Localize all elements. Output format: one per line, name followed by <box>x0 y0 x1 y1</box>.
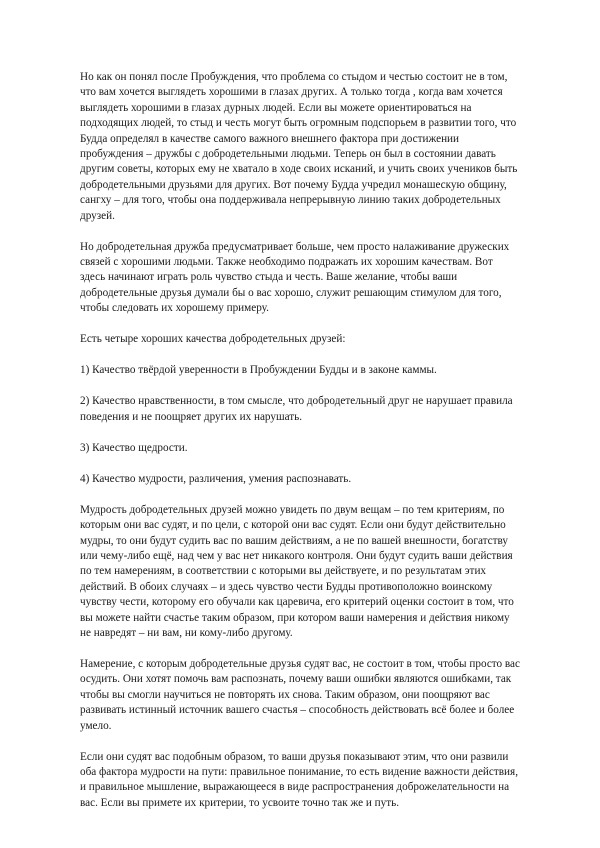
list-item-virtue: 2) Качество нравственности, в том смысле, что добродетельный друг не нарушает правила поведения и не поощряет других их нарушать. <box>80 395 513 423</box>
list-item-conviction: 1) Качество твёрдой уверенности в Пробуждении Будды и в законе каммы. <box>80 364 437 377</box>
paragraph-shame-and-honor: Но как он понял после Пробуждения, что проблема со стыдом и честью состоит не в том, что вам хочется выглядеть хорошими в глазах других. А только тогда , когда вам хочется выглядеть хорошими в глазах дурных людей. Если вы можете ориентироваться на подходящих людей, то стыд и честь могут быть огромным подспорьем в развитии того, что Будда определял в качестве самого важного внешнего фактора при достижении пробуждения – дружбы с добродетельными людьми. Теперь он был в состоянии давать другим советы, которых ему не хватало в ходе своих исканий, и учить своих учеников быть добродетельными друзьями для других. Вот почему Будда учредил монашескую общину, сангху – для того, чтобы она поддерживала непрерывную линию таких добродетельных друзей. <box>80 71 518 222</box>
paragraph-four-qualities-intro: Есть четыре хороших качества добродетельных друзей: <box>80 333 346 346</box>
paragraph-intention: Намерение, с которым добродетельные друзья судят вас, не состоит в том, чтобы просто вас осудить. Они хотят помочь вам распознать, почему ваши ошибки являются ошибками, так чтобы вы смогли научиться не повторять их снова. Таким образом, они поощряют вас развивать истинный источник вашего счастья – способность действовать всё более и более умело. <box>80 657 520 732</box>
paragraph-virtuous-friendship: Но добродетельная дружба предусматривает больше, чем просто налаживание дружеских связей с хорошими людьми. Также необходимо подражать их хорошим качествам. Вот здесь начинают играть роль чувство стыда и честь. Ваше желание, чтобы ваши добродетельные друзья думали бы о вас хорошо, служит решающим стимулом для того, чтобы следовать их хорошему примеру. <box>80 240 510 315</box>
list-item-generosity: 3) Качество щедрости. <box>80 441 188 454</box>
paragraph-path-factors: Если они судят вас подобным образом, то ваши друзья показывают этим, что они развили оба фактора мудрости на пути: правильное понимание, то есть видение важности действия, и правильное мышление, выражающееся в виде распространения доброжелательности на вас. Если вы примете их критерии, то усвоите точно так же и путь. <box>80 750 518 809</box>
paragraph-wisdom-criteria: Мудрость добродетельных друзей можно увидеть по двум вещам – по тем критериям, по которым они вас судят, и по цели, с которой они вас судят. Если они будут действительно мудры, то они будут судить вас по вашим действиям, а не по вашей внешности, богатству или чему-либо ещё, над чем у вас нет никакого контроля. Они будут судить ваши действия по тем намерениям, в соответствии с которыми вы действуете, и по результатам этих действий. В обоих случаях – и здесь чувство чести Будды противоположно воинскому чувству чести, которому его обучали как царевича, его критерий оценки состоит в том, что вы можете найти счастье таким образом, при котором ваши намерения и действия никому не навредят – ни вам, ни кому-либо другому. <box>80 503 514 639</box>
document-page <box>80 70 520 827</box>
list-item-discernment: 4) Качество мудрости, различения, умения распознавать. <box>80 472 352 485</box>
